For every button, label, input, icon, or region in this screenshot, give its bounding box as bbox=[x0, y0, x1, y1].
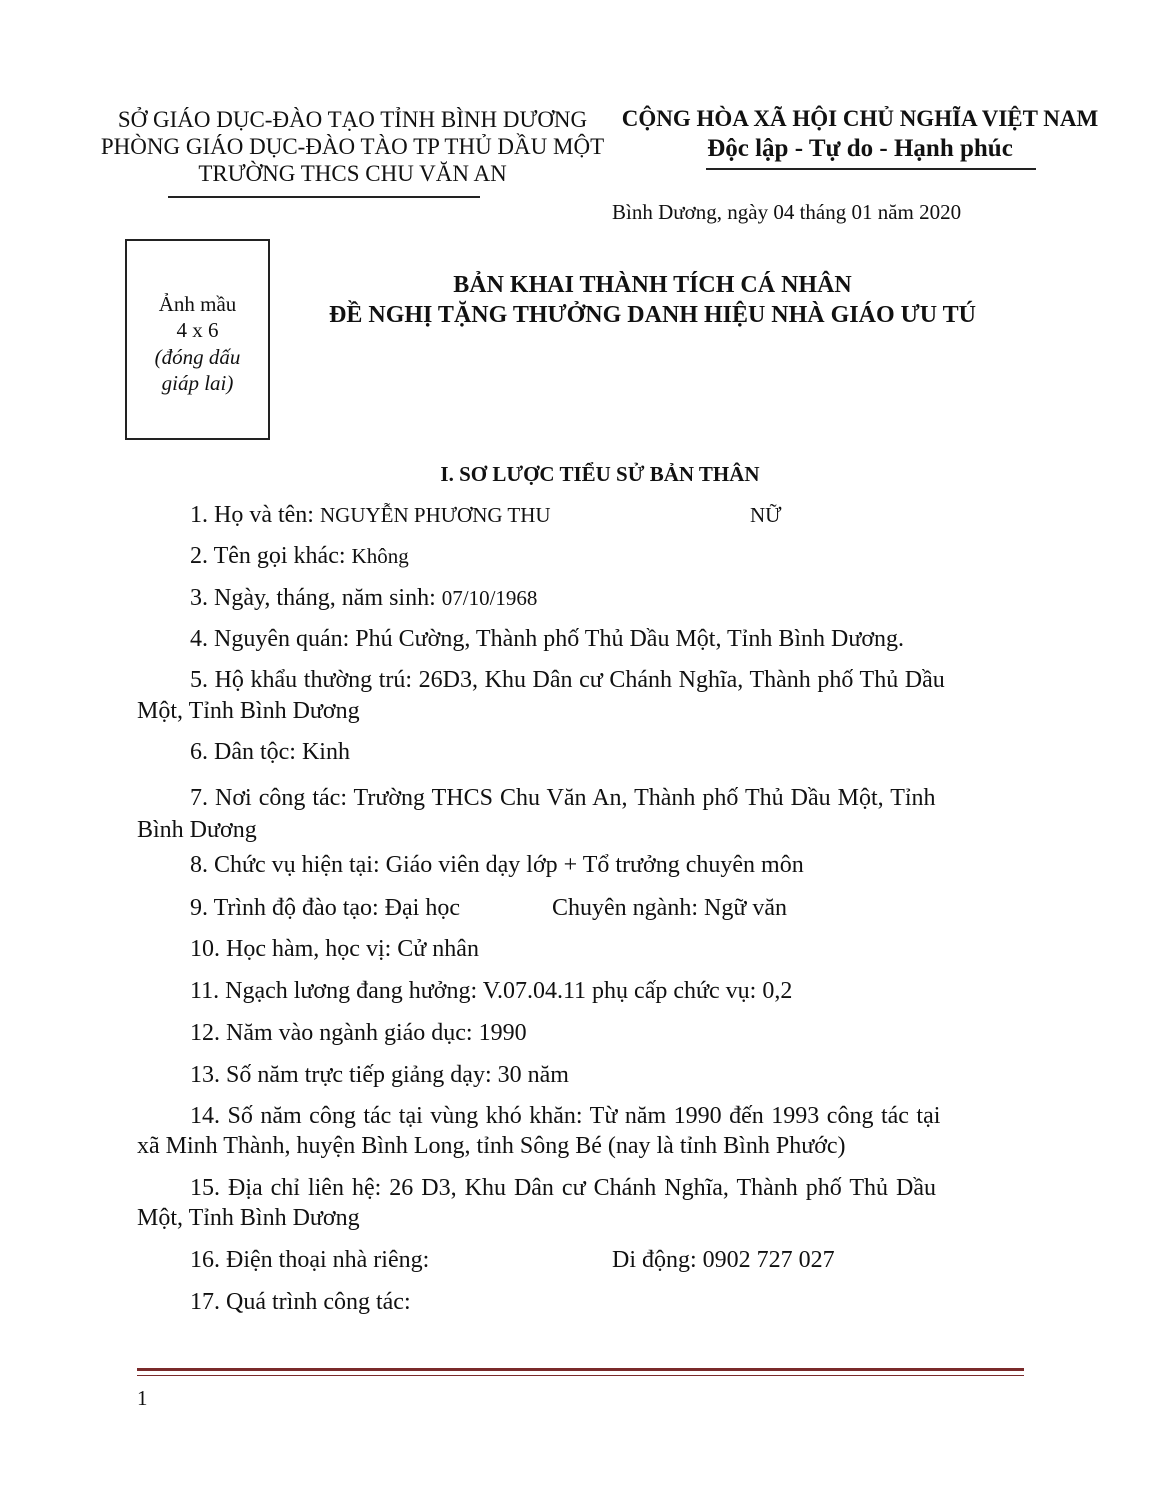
footer-rule-thin bbox=[137, 1375, 1024, 1376]
national-title: CỘNG HÒA XÃ HỘI CHỦ NGHĨA VIỆT NAM bbox=[621, 106, 1099, 131]
header-right-underline bbox=[706, 168, 1036, 170]
item-other-name-value: Không bbox=[351, 544, 409, 568]
item-education-level: 9. Trình độ đào tạo: Đại học bbox=[190, 895, 460, 921]
photo-label-1: Ảnh mầu bbox=[158, 292, 237, 316]
item-home-phone: 16. Điện thoại nhà riêng: bbox=[190, 1247, 430, 1273]
footer-rule-thick bbox=[137, 1368, 1024, 1371]
item-ethnicity: 6. Dân tộc: Kinh bbox=[190, 739, 350, 765]
item-major: Chuyên ngành: Ngữ văn bbox=[552, 895, 787, 921]
item-birth-date-value: 07/10/1968 bbox=[441, 586, 538, 610]
photo-label-4: giáp lai) bbox=[161, 371, 234, 395]
agency-line-department: SỞ GIÁO DỤC-ĐÀO TẠO TỈNH BÌNH DƯƠNG bbox=[117, 107, 588, 132]
photo-placeholder-box bbox=[125, 239, 270, 440]
item-residence-line1: 5. Hộ khẩu thường trú: 26D3, Khu Dân cư Chánh Nghĩa, Thành phố Thủ Dầu bbox=[190, 667, 945, 693]
item-full-name-label: 1. Họ và tên: bbox=[190, 502, 320, 528]
photo-label-2: 4 x 6 bbox=[176, 318, 219, 342]
document-date: Bình Dương, ngày 04 tháng 01 năm 2020 bbox=[612, 200, 962, 224]
section-heading: I. SƠ LƯỢC TIỂU SỬ BẢN THÂN bbox=[440, 462, 760, 486]
item-position: 8. Chức vụ hiện tại: Giáo viên dạy lớp + Tổ trưởng chuyên môn bbox=[190, 852, 804, 878]
item-hardship-line1: 14. Số năm công tác tại vùng khó khăn: Từ năm 1990 đến 1993 công tác tại bbox=[190, 1103, 941, 1129]
item-gender-value: NỮ bbox=[750, 503, 782, 527]
item-hardship-line2: xã Minh Thành, huyện Bình Long, tỉnh Sông Bé (nay là tỉnh Bình Phước) bbox=[137, 1133, 846, 1159]
item-workplace-line2: Bình Dương bbox=[137, 817, 257, 843]
agency-line-school: TRƯỜNG THCS CHU VĂN AN bbox=[198, 161, 507, 186]
item-birth-date-label: 3. Ngày, tháng, năm sinh: bbox=[190, 585, 442, 611]
item-salary-grade: 11. Ngạch lương đang hưởng: V.07.04.11 phụ cấp chức vụ: 0,2 bbox=[190, 978, 793, 1004]
item-other-name-label: 2. Tên gọi khác: bbox=[190, 543, 352, 569]
item-academic-title: 10. Học hàm, học vị: Cử nhân bbox=[190, 936, 479, 962]
agency-line-office: PHÒNG GIÁO DỤC-ĐÀO TÀO TP THỦ DẦU MỘT bbox=[100, 134, 605, 159]
document-title-2: ĐỀ NGHỊ TẶNG THƯỞNG DANH HIỆU NHÀ GIÁO ƯU TÚ bbox=[329, 302, 976, 328]
item-mobile-phone: Di động: 0902 727 027 bbox=[612, 1247, 835, 1273]
item-hometown: 4. Nguyên quán: Phú Cường, Thành phố Thủ Dầu Một, Tỉnh Bình Dương. bbox=[190, 626, 905, 652]
item-other-name bbox=[190, 541, 409, 571]
photo-label-3: (đóng dấu bbox=[154, 345, 241, 369]
item-teaching-years: 13. Số năm trực tiếp giảng dạy: 30 năm bbox=[190, 1062, 569, 1088]
item-birth-date bbox=[190, 583, 537, 613]
document-title-1: BẢN KHAI THÀNH TÍCH CÁ NHÂN bbox=[453, 272, 852, 298]
item-contact-address-line2: Một, Tỉnh Bình Dương bbox=[137, 1205, 360, 1231]
item-full-name bbox=[190, 500, 551, 530]
item-residence-line2: Một, Tỉnh Bình Dương bbox=[137, 698, 360, 724]
page-number: 1 bbox=[137, 1386, 148, 1410]
header-left-underline bbox=[168, 196, 480, 198]
item-full-name-value: NGUYỄN PHƯƠNG THU bbox=[319, 503, 551, 527]
item-contact-address-line1: 15. Địa chỉ liên hệ: 26 D3, Khu Dân cư Chánh Nghĩa, Thành phố Thủ Dầu bbox=[190, 1175, 936, 1201]
national-motto: Độc lập - Tự do - Hạnh phúc bbox=[707, 135, 1013, 162]
item-work-history: 17. Quá trình công tác: bbox=[190, 1289, 411, 1315]
item-year-joined: 12. Năm vào ngành giáo dục: 1990 bbox=[190, 1020, 527, 1046]
item-workplace-line1: 7. Nơi công tác: Trường THCS Chu Văn An, Thành phố Thủ Dầu Một, Tỉnh bbox=[190, 785, 936, 811]
